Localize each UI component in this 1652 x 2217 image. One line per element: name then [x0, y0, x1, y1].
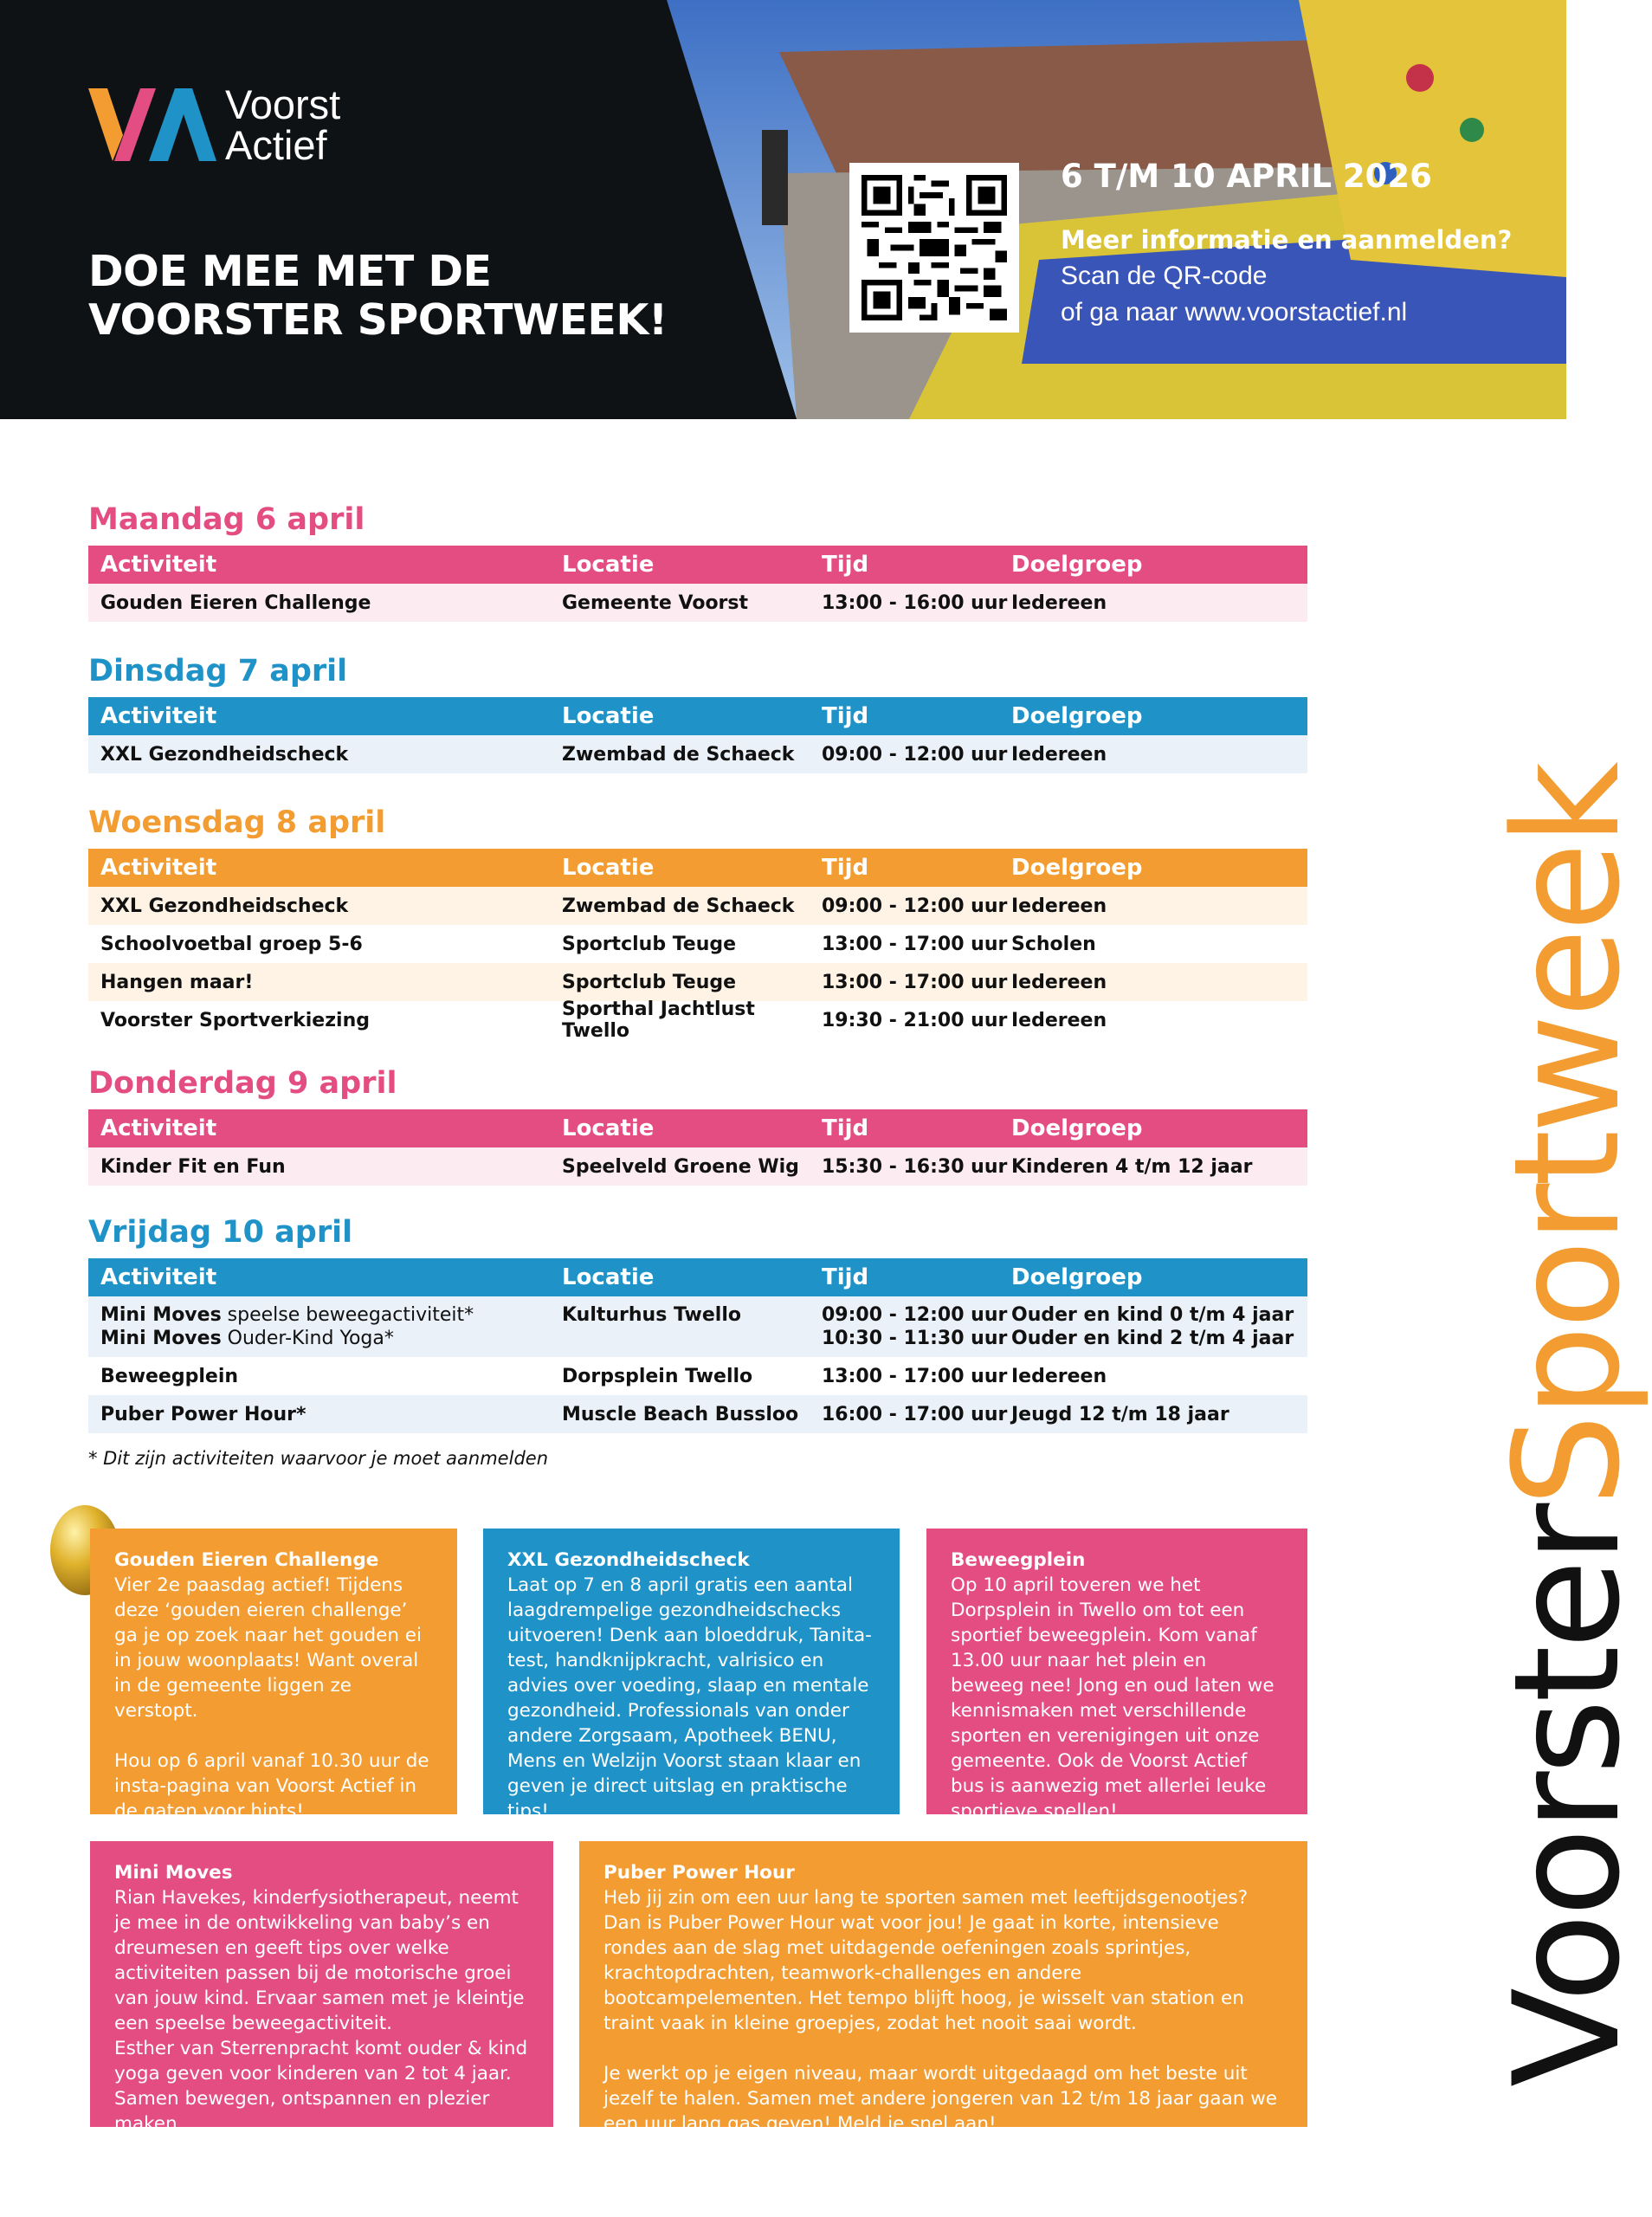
table-header	[88, 697, 1307, 735]
box-title: Mini Moves	[114, 1862, 233, 1884]
info-website[interactable]: of ga naar www.voorstactief.nl	[1061, 298, 1408, 326]
mini-moves-line-2	[100, 1327, 562, 1350]
table-row	[88, 735, 1307, 773]
info-box-gouden-eieren	[90, 1529, 457, 1822]
activity-cell: Puber Power Hour*	[100, 1403, 307, 1425]
time-cell: 13:00 - 17:00 uur	[822, 971, 1008, 993]
box-title: XXL Gezondheidscheck	[507, 1549, 750, 1571]
audience-cell: Iedereen	[1011, 1009, 1107, 1031]
audience-cell: Iedereen	[1011, 743, 1107, 766]
table-row	[88, 887, 1307, 925]
time-line: 10:30 - 11:30 uur	[822, 1328, 1008, 1349]
box-body: Rian Havekes, kinderfysiotherapeut, neemt je mee in de ontwikkeling van baby’s en dreumesen en geeft tips over welke activiteiten passen bij de motorische groei van jouw kind. Ervaar samen met je kleintje een speelse beweegactiviteit. Esther van Sterrenpracht komt ouder & kind yoga geven voor kinderen van 2 tot 4 jaar. Samen bewegen, ontspannen en plezier maken.	[114, 1887, 528, 2135]
location-cell: Muscle Beach Bussloo	[562, 1403, 799, 1425]
time-cell: 13:00 - 17:00 uur	[822, 1365, 1008, 1387]
activity-cell: Kinder Fit en Fun	[100, 1155, 286, 1178]
day-title-tuesday: Dinsdag 7 april	[88, 654, 348, 688]
day-title-friday: Vrijdag 10 april	[88, 1215, 353, 1250]
col-time: Tijd	[822, 552, 869, 578]
time-cell: 16:00 - 17:00 uur	[822, 1403, 1008, 1425]
audience-line: Ouder en kind 0 t/m 4 jaar	[1011, 1304, 1294, 1326]
location-cell: Sporthal Jachtlust Twello	[562, 999, 755, 1042]
logo-line-2: Actief	[225, 122, 327, 168]
vertical-title	[1482, 765, 1652, 2087]
day-friday	[88, 1213, 1307, 1433]
col-audience: Doelgroep	[1011, 855, 1143, 881]
audience-line: Ouder en kind 2 t/m 4 jaar	[1011, 1328, 1294, 1349]
audience-cell: Scholen	[1011, 933, 1096, 955]
day-monday	[88, 501, 1307, 622]
day-title-thursday: Donderdag 9 april	[88, 1066, 397, 1101]
location-cell: Zwembad de Schaeck	[562, 743, 795, 766]
col-time: Tijd	[822, 855, 869, 881]
audience-cell: Jeugd 12 t/m 18 jaar	[1011, 1403, 1229, 1425]
activity-cell: Voorster Sportverkiezing	[100, 1009, 370, 1031]
audience-cell: Iedereen	[1011, 591, 1107, 614]
time-cell: 15:30 - 16:30 uur	[822, 1155, 1008, 1178]
box-title: Puber Power Hour	[603, 1862, 795, 1884]
activity-cell: Schoolvoetbal groep 5-6	[100, 933, 363, 955]
location-cell: Speelveld Groene Wig	[562, 1155, 799, 1178]
headline-line-2: VOORSTER SPORTWEEK!	[88, 295, 668, 345]
headline-line-1: DOE MEE MET DE	[88, 247, 492, 296]
table-row	[88, 963, 1307, 1001]
info-box-puber-power-hour	[579, 1841, 1307, 2135]
table-row	[88, 1395, 1307, 1433]
time-cell: 09:00 - 12:00 uur	[822, 743, 1008, 766]
box-body: Laat op 7 en 8 april gratis een aantal laagdrempelige gezondheidschecks uitvoeren! Denk aan bloeddruk, Tanita-test, handknijpkracht, valrisico en advies over voeding, slaap en mentale gezondheid. Professionals van onder andere Zorgsaam, Apotheek BENU, Mens en Welzijn Voorst staan klaar en geven je direct uitslag en praktische tips!	[507, 1574, 872, 1822]
col-location: Locatie	[562, 703, 655, 729]
col-time: Tijd	[822, 1264, 869, 1290]
day-wednesday	[88, 804, 1307, 1042]
header-banner	[0, 0, 1566, 419]
table-row	[88, 999, 1307, 1042]
box-body: Op 10 april toveren we het Dorpsplein in Twello om tot een sportief beweegplein. Kom vanaf 13.00 uur naar het plein en beweeg nee! Jong en oud laten we kennismaken met verschillende sporten en verenigingen uit onze gemeente. Ook de Voorst Actief bus is aanwezig met allerlei leuke sportieve spellen!	[951, 1574, 1274, 1822]
audience-cell: Iedereen	[1011, 971, 1107, 993]
mini-moves-line-1	[100, 1303, 562, 1327]
table-row	[88, 925, 1307, 963]
box-title: Gouden Eieren Challenge	[114, 1549, 379, 1571]
col-audience: Doelgroep	[1011, 552, 1143, 578]
col-time: Tijd	[822, 703, 869, 729]
col-activity: Activiteit	[100, 552, 217, 578]
location-cell: Zwembad de Schaeck	[562, 895, 795, 917]
activity-cell: Gouden Eieren Challenge	[100, 591, 371, 614]
activity-name: Mini Moves	[100, 1304, 222, 1326]
logo-text	[225, 81, 341, 168]
day-thursday	[88, 1064, 1307, 1186]
info-line-1: Scan de QR-code	[1061, 262, 1268, 290]
activity-cell: Hangen maar!	[100, 971, 254, 993]
day-tuesday	[88, 652, 1307, 773]
header-info	[1061, 156, 1512, 331]
location-cell: Gemeente Voorst	[562, 591, 749, 614]
info-box-xxl	[483, 1529, 900, 1822]
col-time: Tijd	[822, 1115, 869, 1141]
activity-cell: XXL Gezondheidscheck	[100, 895, 349, 917]
table-row	[88, 584, 1307, 622]
voorst-actief-logo-icon	[88, 83, 218, 166]
col-audience: Doelgroep	[1011, 703, 1143, 729]
time-cell: 13:00 - 16:00 uur	[822, 591, 1008, 614]
time-cell: 19:30 - 21:00 uur	[822, 1009, 1008, 1031]
logo-line-1: Voorst	[225, 81, 341, 127]
table-header	[88, 546, 1307, 584]
audience-cell	[1011, 1303, 1297, 1350]
col-audience: Doelgroep	[1011, 1264, 1143, 1290]
footnote: * Dit zijn activiteiten waarvoor je moet aanmelden	[88, 1448, 548, 1469]
location-cell: Sportclub Teuge	[562, 933, 737, 955]
time-line: 09:00 - 12:00 uur	[822, 1304, 1008, 1326]
info-box-mini-moves	[90, 1841, 553, 2135]
table-row	[88, 1357, 1307, 1395]
box-body: Heb jij zin om een uur lang te sporten samen met leeftijdsgenootjes? Dan is Puber Power Hour wat voor jou! Je gaat in korte, intensieve rondes aan de slag met uitdagende oefeningen zoals sprintjes, krachtopdrachten, teamwork-challenges en andere bootcampelementen. Het tempo blijft hoog, je wisselt van station en traint vaak in kleine groepjes, zodat het nooit saai wordt. Je werkt op je eigen niveau, maar wordt uitgedaagd om het beste uit jezelf te halen. Samen met andere jongeren van 12 t/m 18 jaar gaan we een uur lang gas geven! Meld je snel aan!	[603, 1887, 1278, 2135]
location-cell: Kulturhus Twello	[562, 1304, 742, 1326]
vertical-title-part-1: Voorster	[1482, 1506, 1652, 2087]
time-cell: 13:00 - 17:00 uur	[822, 933, 1008, 955]
col-activity: Activiteit	[100, 1264, 217, 1290]
voorst-actief-logo[interactable]	[88, 83, 340, 166]
location-cell: Sportclub Teuge	[562, 971, 737, 993]
col-activity: Activiteit	[100, 855, 217, 881]
qr-code-icon	[861, 175, 1007, 320]
col-location: Locatie	[562, 1115, 655, 1141]
table-header	[88, 1109, 1307, 1147]
col-audience: Doelgroep	[1011, 1115, 1143, 1141]
vertical-title-part-2: Sportweek	[1482, 765, 1652, 1507]
location-cell: Dorpsplein Twello	[562, 1365, 753, 1387]
audience-cell: Iedereen	[1011, 1365, 1107, 1387]
box-title: Beweegplein	[951, 1549, 1086, 1571]
col-activity: Activiteit	[100, 1115, 217, 1141]
activity-cell	[88, 1303, 562, 1350]
day-title-monday: Maandag 6 april	[88, 502, 365, 537]
box-body: Vier 2e paasdag actief! Tijdens deze ‘gouden eieren challenge’ ga je op zoek naar het gouden ei in jouw woonplaats! Want overal in de gemeente liggen ze verstopt. Hou op 6 april vanaf 10.30 uur de insta-pagina van Voorst Actief in de gaten voor hints!	[114, 1574, 429, 1822]
table-header	[88, 849, 1307, 887]
col-activity: Activiteit	[100, 703, 217, 729]
page-headline	[88, 248, 668, 345]
date-range: 6 T/M 10 APRIL 2026	[1061, 158, 1432, 195]
info-question: Meer informatie en aanmelden?	[1061, 225, 1513, 255]
audience-cell: Kinderen 4 t/m 12 jaar	[1011, 1155, 1253, 1178]
table-header	[88, 1258, 1307, 1296]
qr-code[interactable]	[849, 163, 1019, 333]
day-title-wednesday: Woensdag 8 april	[88, 805, 386, 840]
audience-cell: Iedereen	[1011, 895, 1107, 917]
activity-name: Mini Moves	[100, 1328, 222, 1349]
time-cell: 09:00 - 12:00 uur	[822, 895, 1008, 917]
table-row	[88, 1147, 1307, 1186]
activity-desc: speelse beweegactiviteit*	[221, 1304, 474, 1326]
activity-cell: Beweegplein	[100, 1365, 239, 1387]
table-row	[88, 1296, 1307, 1357]
col-location: Locatie	[562, 1264, 655, 1290]
col-location: Locatie	[562, 855, 655, 881]
col-location: Locatie	[562, 552, 655, 578]
info-box-beweegplein	[926, 1529, 1307, 1822]
activity-desc: Ouder-Kind Yoga*	[221, 1328, 394, 1349]
time-cell	[822, 1303, 1011, 1350]
activity-cell: XXL Gezondheidscheck	[100, 743, 349, 766]
